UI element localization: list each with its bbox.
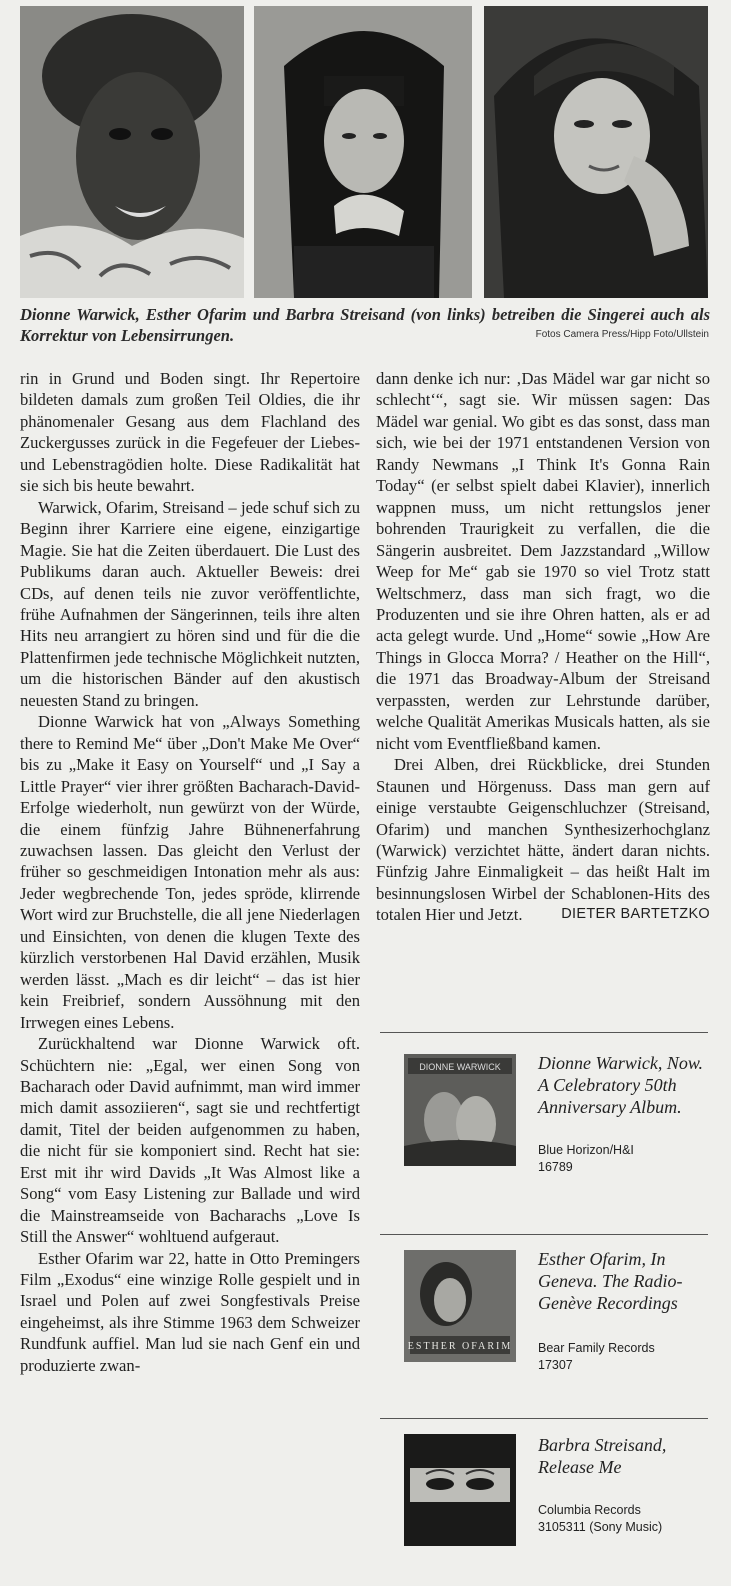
album-cover-esther <box>404 1250 516 1362</box>
album-cover-barbra <box>404 1434 516 1546</box>
photo-credit: Fotos Camera Press/Hipp Foto/Ullstein <box>535 329 709 340</box>
album-label-name: Blue Horizon/H&I <box>538 1143 634 1157</box>
photo-dionne-warwick <box>20 6 244 298</box>
album-label-name: Bear Family Records <box>538 1341 655 1355</box>
photo-esther-ofarim <box>254 6 472 298</box>
article-column-left <box>20 368 360 1376</box>
article-paragraph: dann denke ich nur: ‚Das Mädel war gar nicht so schlecht‘“, sagt sie. Wir müssen sagen: Das Mädel war genial. Wo gibt es das sonst, dass man sich, wie bei der 1971 entstandenen Version von Randy Newmans „I Think It's Gonna Rain Today“ (er selbst spielt dabei Klavier), innerlich wappnen muss, um nicht rettungslos jener bohrenden Traurigkeit zu verfallen, die die Sängerin ausbreitet. Dem Jazzstandard „Willow Weep for Me“ gab sie 1970 so viel Trotz statt Weltschmerz, dass man sich fragt, wo die Produzenten und sie ihre Ohren hatten, als er ad acta gelegt wurde. Und „Home“ sowie „How Are Things in Glocca Morra? / Heather on the Hill“, die 1971 das Broadway-Album der Streisand verpassten, werden zur Lehrstunde darüber, welche Qualität Amerikas Musicals hatten, als sie nicht vom Eventfließband kamen. <box>376 369 710 753</box>
article-paragraph-text: Drei Alben, drei Rückblicke, drei Stunden Staunen und Hörgenuss. Dass man gern auf einige verstaubte Geigenschluchzer (Streisand, Ofarim) und manchen Synthesizerhochglanz (Warwick) verzichtet hätte, ändert daran nichts. Fünfzig Jahre Einmaligkeit – das heißt Halt im besinnungslosen Wirbel der Schablonen-Hits des totalen Hier und Jetzt. <box>376 755 710 925</box>
album-catalog-number: 16789 <box>538 1160 573 1174</box>
album-catalog-number: 3105311 (Sony Music) <box>538 1520 663 1534</box>
divider <box>380 1234 708 1235</box>
article-paragraph: Zurückhaltend war Dionne Warwick oft. Schüchtern nie: „Egal, wer einen Song von Bacharach oder David aufnimmt, man wird immer mich damit assoziieren“, sagt sie und rechtfertigt damit, Titel der beiden aufgenommen zu haben, die nicht für sie komponiert sind. Recht hat sie: Erst mit ihr wird Davids „It Was Almost like a Song“ vom Easy Listening zur Ballade und wird die Mainstreamseide von Bacharachs „Love Is Still the Answer“ wohltuend aufgeraut. <box>20 1034 360 1247</box>
article-column-right <box>376 368 710 926</box>
album-cover-text: DIONNE WARWICK <box>419 1062 501 1072</box>
album-label <box>538 1340 710 1374</box>
divider <box>380 1032 708 1033</box>
article-paragraph: rin in Grund und Boden singt. Ihr Repertoire bildeten damals zum großen Teil Oldies, die ihr phänomenaler Gesang aus dem Flachland des Zuckergusses zurück in die Fegefeuer der Liebes- und Lebenstragödien holte. Diese Radikalität hat sie sich bis heute bewahrt. <box>20 369 360 496</box>
photo-barbra-streisand <box>484 6 708 298</box>
album-title: Barbra Streisand, Release Me <box>538 1435 667 1477</box>
album-title: Esther Ofarim, In Geneva. The Radio-Genève Recordings <box>538 1249 683 1313</box>
album-title: Dionne Warwick, Now. A Celebratory 50th Anniversary Album. <box>538 1053 703 1117</box>
album-label <box>538 1502 710 1536</box>
divider <box>380 1418 708 1419</box>
photo-caption: Dionne Warwick, Esther Ofarim und Barbra Streisand (von links) betreiben die Singerei auch als Korrektur von Lebensirrungen. <box>20 305 710 345</box>
album-catalog-number: 17307 <box>538 1358 573 1372</box>
article-paragraph <box>376 754 710 926</box>
album-label-name: Columbia Records <box>538 1503 641 1517</box>
album-cover-text: ESTHER OFARIM <box>407 1341 513 1352</box>
article-paragraph: Esther Ofarim war 22, hatte in Otto Premingers Film „Exodus“ eine winzige Rolle gespielt und in Israel und Polen auf zwei Songfestivals Preise eingeheimst, als ihre Stimme 1963 dem Schweizer Rundfunk auffiel. Man lud sie nach Genf ein und produzierte zwan- <box>20 1248 360 1375</box>
article-paragraph: Warwick, Ofarim, Streisand – jede schuf sich zu Beginn ihrer Karriere eine eigene, einzigartige Magie. Sie hat die Zeiten überdauert. Die Lust des Publikums daran auch. Aktueller Beweis: drei CDs, auf denen teils nie zuvor veröffentlichte, frühe Aufnahmen der Sängerinnen, teils ihre alten Hits neu arrangiert zu hören sind und für die die Plattenfirmen jede technische Möglichkeit nutzten, um die historischen Bänder auf den akustisch neuesten Stand zu bringen. <box>20 497 360 710</box>
article-paragraph: Dionne Warwick hat von „Always Something there to Remind Me“ über „Don't Make Me Over“ bis zu „Make it Easy on Yourself“ und „I Say a Little Prayer“ vier ihrer größten Bacharach-David-Erfolge wiederholt, nun gewürzt von der Würde, die einem fünfzig Jahre Bühnenerfahrung zuwachsen lassen. Das gleicht den Verlust der früher so geschmeidigen Intonation mehr als aus: Jeder wegbrechende Ton, jedes spröde, klirrende Wort wird zur Bruchstelle, die all jene Niederlagen und Einsichten, von denen die klugen Texte des kürzlich verstorbenen Hal David erzählen, Musik werden lässt. „Mach es dir leicht“ – das ist hier kein Freibrief, sondern Aussöhnung mit den Irrwegen eines Lebens. <box>20 712 360 1032</box>
album-cover-dionne <box>404 1054 516 1166</box>
album-label <box>538 1142 710 1176</box>
author-byline: DIETER BARTETZKO <box>561 906 710 923</box>
